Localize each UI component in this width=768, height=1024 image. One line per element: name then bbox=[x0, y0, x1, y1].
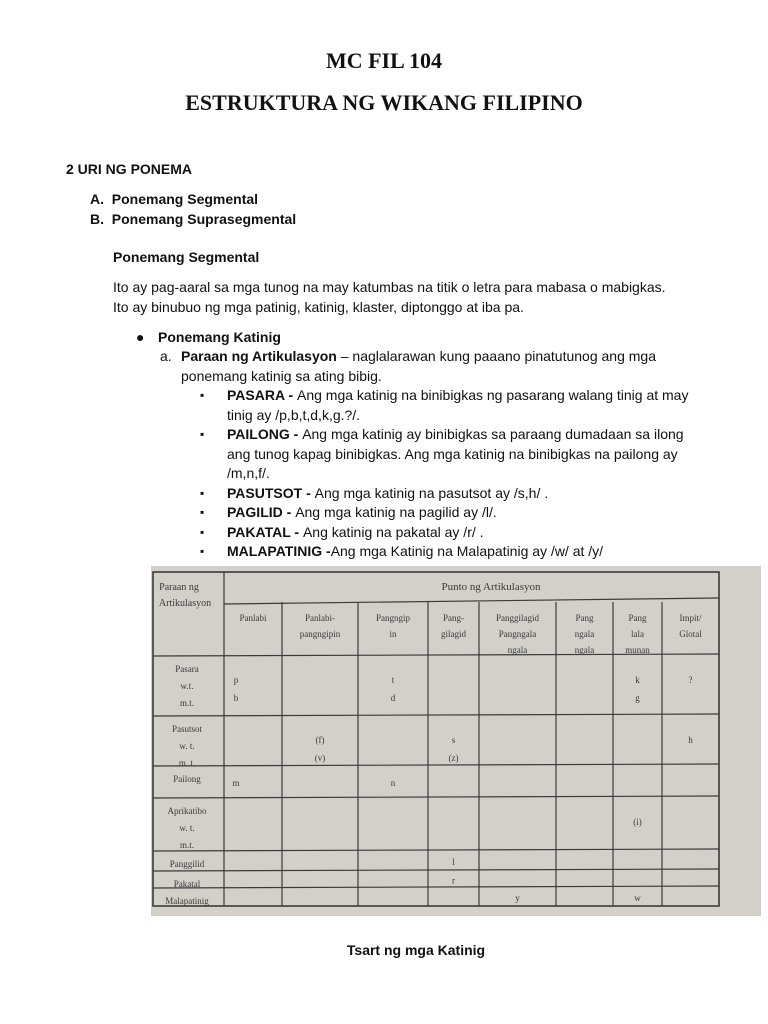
consonant-chart-photo bbox=[151, 566, 761, 916]
chart-corner-label: Artikulasyon bbox=[158, 598, 212, 609]
chart-cell-value: r bbox=[452, 875, 455, 886]
chart-cell-value: l bbox=[452, 857, 455, 867]
manner-desc: Ang mga Katinig na Malapatinig ay /w/ at /y/ bbox=[330, 543, 604, 559]
square-bullet-icon: ▪ bbox=[200, 388, 205, 402]
square-bullet-icon: ▪ bbox=[200, 505, 205, 519]
chart-column-header: ngala bbox=[574, 629, 595, 639]
paraan-desc: – naglalarawan kung paaano pinatutunog ang mga ponemang katinig sa ating bibig. bbox=[181, 348, 657, 384]
chart-column-header: Panggilagid bbox=[496, 613, 539, 623]
manner-desc: Ang mga katinig na binibigkas ng pasarang walang tinig at may tinig ay /p,b,t,d,k,g.?/. bbox=[227, 387, 689, 423]
manner-term: PAKATAL - bbox=[227, 523, 303, 540]
chart-row-label: w. t. bbox=[179, 741, 195, 751]
manner-item bbox=[200, 503, 700, 523]
manner-list bbox=[200, 386, 700, 562]
manner-term: MALAPATINIG - bbox=[227, 543, 331, 559]
square-bullet-icon: ▪ bbox=[200, 544, 205, 558]
chart-column-header: Panlabi- bbox=[305, 613, 335, 623]
types-list bbox=[90, 190, 296, 229]
list-item-label: Ponemang Suprasegmental bbox=[111, 210, 297, 227]
chart-cell-value: w bbox=[634, 893, 641, 903]
chart-row-label: Pasutsot bbox=[171, 724, 203, 734]
manner-term: PAGILID - bbox=[227, 504, 296, 520]
chart-column-header: Impit/ bbox=[679, 613, 702, 623]
chart-row-label: w. t. bbox=[179, 823, 195, 833]
chart-column-header: Glotal bbox=[679, 629, 702, 639]
chart-cell-value: t bbox=[391, 675, 395, 685]
chart-row-label: Pasara bbox=[175, 664, 199, 674]
list-item-label: Ponemang Segmental bbox=[111, 191, 259, 207]
manner-term: PASARA - bbox=[227, 387, 297, 403]
chart-column-header: lala bbox=[631, 629, 644, 639]
chart-cell-value: n bbox=[390, 778, 396, 788]
chart-cell-value: (f) bbox=[315, 735, 325, 745]
chart-row-label: Pakatal bbox=[173, 879, 201, 889]
chart-column-header: ngala bbox=[574, 645, 595, 655]
chart-column-header: ngala bbox=[507, 645, 528, 655]
segmental-heading: Ponemang Segmental bbox=[113, 249, 260, 265]
manner-item bbox=[200, 484, 700, 504]
chart-column-header: Pang bbox=[575, 613, 594, 623]
chart-cell-value: k bbox=[635, 675, 640, 685]
chart-cell-value: y bbox=[515, 893, 520, 903]
manner-item bbox=[200, 386, 700, 425]
chart-cell-value: g bbox=[635, 693, 640, 703]
chart-row-label: Aprikatibo bbox=[167, 806, 207, 816]
square-bullet-icon: ▪ bbox=[200, 485, 205, 500]
section-heading: 2 URI NG PONEMA bbox=[66, 161, 193, 177]
types-list-item bbox=[90, 210, 296, 230]
manner-term: PAILONG - bbox=[227, 426, 303, 442]
manner-item bbox=[200, 542, 700, 562]
square-bullet-icon: ▪ bbox=[200, 427, 205, 441]
bullet-icon: ● bbox=[136, 329, 145, 345]
manner-desc: Ang mga katinig na pasutsot ay /s,h/ . bbox=[314, 484, 549, 501]
paraan-item bbox=[160, 347, 700, 386]
chart-row-label: m.t. bbox=[179, 840, 195, 850]
chart-cell-value: m bbox=[232, 778, 240, 788]
chart-column-header: Pangngala bbox=[498, 629, 537, 639]
chart-group-header: Punto ng Artikulasyon bbox=[441, 581, 541, 593]
types-list-item bbox=[90, 190, 296, 210]
chart-row-label: m. t. bbox=[178, 758, 196, 768]
paraan-term: Paraan ng Artikulasyon bbox=[181, 348, 337, 364]
chart-row-label: w.t. bbox=[180, 681, 194, 691]
manner-item bbox=[200, 523, 700, 543]
list-marker: B. bbox=[90, 210, 104, 227]
chart-caption: Tsart ng mga Katinig bbox=[346, 942, 486, 958]
manner-desc: Ang mga katinig na pagilid ay /l/. bbox=[295, 504, 497, 520]
chart-column-header: Panlabi bbox=[239, 613, 267, 623]
chart-cell-value: (i) bbox=[633, 817, 642, 827]
manner-desc: Ang katinig na pakatal ay /r/ . bbox=[302, 523, 484, 540]
chart-column-header: in bbox=[389, 629, 397, 639]
list-marker: a. bbox=[160, 348, 172, 364]
document-subtitle: ESTRUKTURA NG WIKANG FILIPINO bbox=[185, 90, 583, 115]
chart-row-label: Malapatinig bbox=[165, 896, 209, 906]
manner-item bbox=[200, 425, 700, 484]
chart-column-header: Pang bbox=[628, 613, 647, 623]
chart-cell-value: p bbox=[233, 675, 239, 685]
chart-cell-value: b bbox=[233, 693, 239, 703]
chart-cell-value: h bbox=[688, 735, 693, 745]
square-bullet-icon: ▪ bbox=[200, 524, 205, 539]
chart-row-label: Pailong bbox=[173, 774, 201, 784]
katinig-heading: Ponemang Katinig bbox=[158, 329, 281, 345]
chart-cell-value: d bbox=[390, 693, 396, 703]
chart-row-label: m.t. bbox=[179, 698, 195, 708]
manner-term: PASUTSOT - bbox=[227, 484, 315, 501]
chart-column-header: pangngipin bbox=[299, 629, 341, 639]
chart-column-header: gilagid bbox=[441, 629, 466, 639]
chart-column-header: Pang- bbox=[443, 613, 464, 623]
chart-cell-value: ? bbox=[688, 675, 693, 685]
manner-desc: Ang mga katinig ay binibigkas sa paraang dumadaan sa ilong ang tunog kapag binibigkas. Ang mga katinig na binibigkas na pailong ay /m,n,f/. bbox=[227, 426, 684, 481]
chart-row-label: Panggilid bbox=[169, 859, 205, 869]
chart-cell-value: s bbox=[451, 735, 456, 745]
chart-cell-value: (v) bbox=[314, 753, 326, 763]
chart-column-header: munan bbox=[625, 645, 650, 655]
chart-corner-label: Paraan ng bbox=[159, 582, 199, 593]
chart-cell-value: (z) bbox=[448, 753, 459, 763]
chart-column-header: Pangngip bbox=[375, 613, 411, 623]
consonant-chart-grid bbox=[151, 566, 761, 916]
list-marker: A. bbox=[90, 191, 104, 207]
segmental-paragraph: Ito ay pag-aaral sa mga tunog na may katumbas na titik o letra para mabasa o mabigkas. Ito ay binubuo ng mga patinig, katinig, klaster, diptonggo at iba pa. bbox=[113, 279, 666, 315]
document-title: MC FIL 104 bbox=[325, 48, 443, 73]
